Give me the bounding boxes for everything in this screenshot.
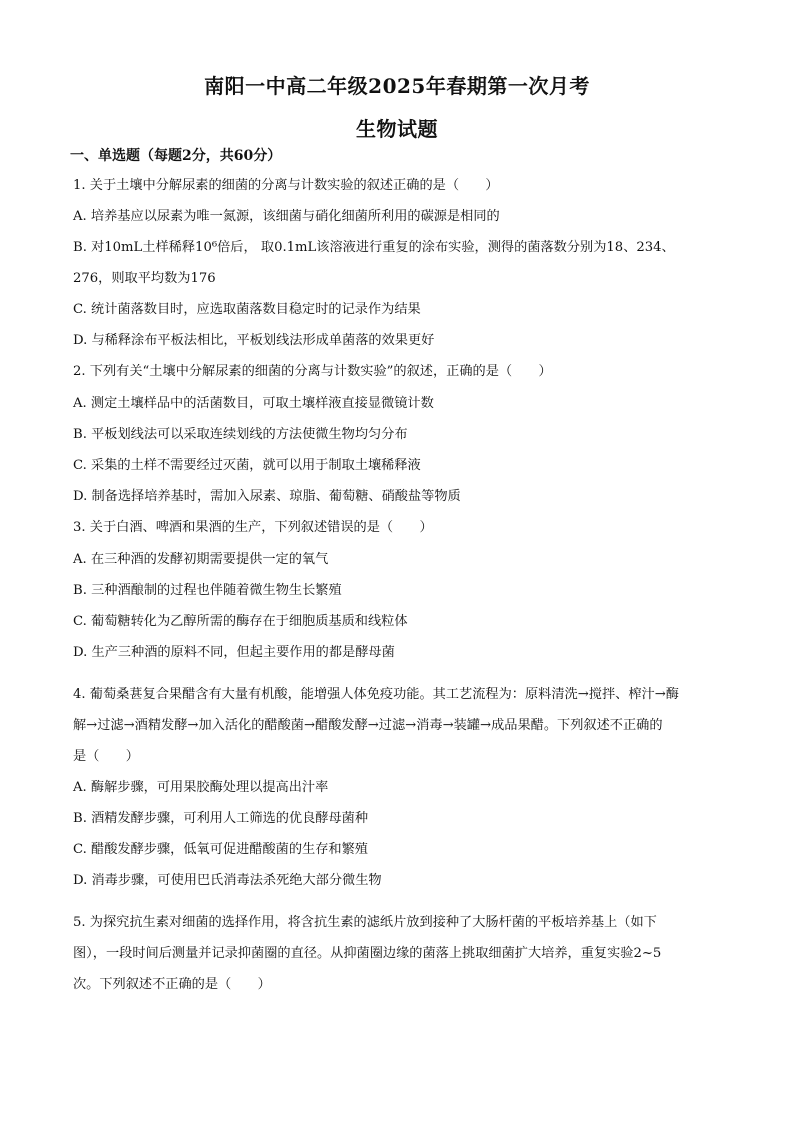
question-4-stem-line-1: 4. 葡萄桑葚复合果醋含有大量有机酸，能增强人体免疫功能。其工艺流程为：原料清洗→搅拌、榨汁→酶 [73, 687, 679, 702]
question-3-option-d: D. 生产三种酒的原料不同，但起主要作用的都是酵母菌 [73, 645, 395, 660]
question-3-option-a: A. 在三种酒的发酵初期需要提供一定的氧气 [73, 552, 329, 567]
question-4-stem-line-2: 解→过滤→酒精发酵→加入活化的醋酸菌→醋酸发酵→过滤→消毒→装罐→成品果醋。下列叙述不正确的 [73, 718, 663, 733]
question-3-option-b: B. 三种酒酿制的过程也伴随着微生物生长繁殖 [73, 583, 342, 598]
question-1-option-c: C. 统计菌落数目时，应选取菌落数目稳定时的记录作为结果 [73, 302, 421, 317]
question-4-stem-line-3: 是（ ） [73, 749, 139, 764]
question-1-option-b: B. 对10mL土样稀释10⁶倍后， 取0.1mL该溶液进行重复的涂布实验，测得的菌落数分别为18、234、 [73, 240, 675, 255]
question-2-option-d: D. 制备选择培养基时，需加入尿素、琼脂、葡萄糖、硝酸盐等物质 [73, 489, 461, 504]
question-2-option-c: C. 采集的土样不需要经过灭菌，就可以用于制取土壤稀释液 [73, 458, 421, 473]
question-1-stem: 1. 关于土壤中分解尿素的细菌的分离与计数实验的叙述正确的是（ ） [73, 178, 499, 193]
question-2-stem: 2. 下列有关“土壤中分解尿素的细菌的分离与计数实验”的叙述，正确的是（ ） [73, 364, 552, 379]
question-1-option-b-cont: 276，则取平均数为176 [73, 271, 216, 286]
question-1-option-a: A. 培养基应以尿素为唯一氮源，该细菌与硝化细菌所利用的碳源是相同的 [73, 209, 500, 224]
question-5-stem-line-3: 次。下列叙述不正确的是（ ） [73, 977, 271, 992]
question-4-option-c: C. 醋酸发酵步骤，低氧可促进醋酸菌的生存和繁殖 [73, 842, 368, 857]
question-4-option-d: D. 消毒步骤，可使用巴氏消毒法杀死绝大部分微生物 [73, 873, 382, 888]
question-4-option-b: B. 酒精发酵步骤，可利用人工筛选的优良酵母菌种 [73, 811, 369, 826]
section-heading: 一、单选题（每题2分，共60分） [70, 148, 282, 164]
question-2-option-b: B. 平板划线法可以采取连续划线的方法使微生物均匀分布 [73, 427, 408, 442]
question-4-option-a: A. 酶解步骤，可用果胶酶处理以提高出汁率 [73, 780, 329, 795]
question-2-option-a: A. 测定土壤样品中的活菌数目，可取土壤样液直接显微镜计数 [73, 396, 434, 411]
question-3-stem: 3. 关于白酒、啤酒和果酒的生产，下列叙述错误的是（ ） [73, 520, 433, 535]
exam-subject: 生物试题 [356, 117, 438, 141]
question-5-stem-line-2: 图），一段时间后测量并记录抑菌圈的直径。从抑菌圈边缘的菌落上挑取细菌扩大培养，重复实验2~5 [73, 946, 662, 961]
question-1-option-d: D. 与稀释涂布平板法相比，平板划线法形成单菌落的效果更好 [73, 333, 435, 348]
exam-title: 南阳一中高二年级2025年春期第一次月考 [204, 74, 590, 98]
question-5-stem-line-1: 5. 为探究抗生素对细菌的选择作用，将含抗生素的滤纸片放到接种了大肠杆菌的平板培养基上（如下 [73, 915, 657, 930]
question-3-option-c: C. 葡萄糖转化为乙醇所需的酶存在于细胞质基质和线粒体 [73, 614, 408, 629]
